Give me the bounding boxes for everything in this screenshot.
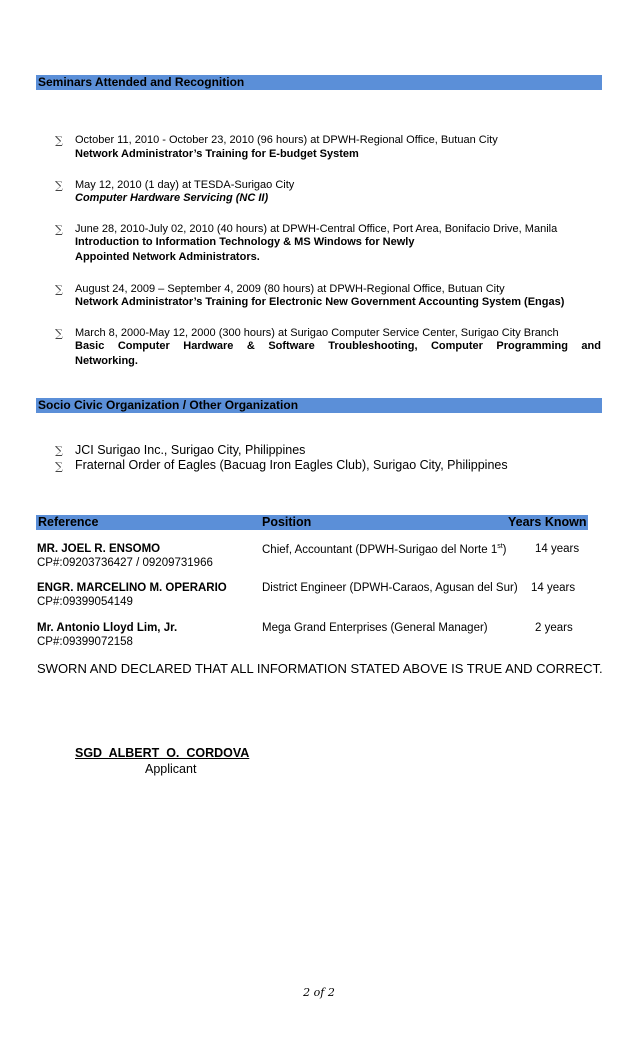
signature-name: SGD ALBERT O. CORDOVA: [75, 746, 250, 760]
seminar-3-title-cont: Appointed Network Administrators.: [75, 251, 260, 263]
seminar-3-title: Introduction to Information Technology & MS Windows for Newly: [75, 236, 415, 248]
reference-contact: CP#:09203736427 / 09209731966: [37, 557, 213, 569]
seminar-2-date: May 12, 2010 (1 day) at TESDA-Surigao City: [75, 179, 295, 191]
reference-name: Mr. Antonio Lloyd Lim, Jr.: [37, 622, 178, 634]
organization-item: Fraternal Order of Eagles (Bacuag Iron Eagles Club), Surigao City, Philippines: [75, 458, 508, 472]
seminar-1-title: Network Administrator’s Training for E-budget System: [75, 148, 359, 160]
bullet-icon: ∑: [55, 460, 63, 473]
bullet-icon: ∑: [55, 134, 63, 147]
reference-years: 2 years: [535, 622, 573, 634]
reference-contact: CP#:09399072158: [37, 636, 133, 648]
organization-item: JCI Surigao Inc., Surigao City, Philippines: [75, 443, 306, 457]
seminar-5-title-cont: Networking.: [75, 355, 138, 367]
reference-position: Chief, Accountant (DPWH-Surigao del Norte 1st): [262, 543, 507, 556]
seminar-4-title: Network Administrator’s Training for Electronic New Government Accounting System (Engas): [75, 296, 565, 308]
seminar-4-date: August 24, 2009 – September 4, 2009 (80 hours) at DPWH-Regional Office, Butuan City: [75, 283, 505, 295]
bullet-icon: ∑: [55, 283, 63, 296]
bullet-icon: ∑: [55, 444, 63, 457]
reference-years: 14 years: [535, 543, 580, 555]
signature-role: Applicant: [145, 762, 197, 776]
reference-position: District Engineer (DPWH-Caraos, Agusan del Sur): [262, 582, 518, 594]
reference-name: ENGR. MARCELINO M. OPERARIO: [37, 582, 227, 594]
bullet-icon: ∑: [55, 179, 63, 192]
seminar-5-date: March 8, 2000-May 12, 2000 (300 hours) at Surigao Computer Service Center, Surigao City Branch: [75, 327, 559, 339]
declaration-statement: SWORN AND DECLARED THAT ALL INFORMATION STATED ABOVE IS TRUE AND CORRECT.: [37, 661, 603, 676]
organizations-heading: Socio Civic Organization / Other Organization: [36, 398, 602, 413]
page-number: 2 of 2: [303, 986, 335, 999]
seminars-heading: Seminars Attended and Recognition: [36, 75, 602, 90]
seminar-5-title: Basic Computer Hardware & Software Troubleshooting, Computer Programming and: [75, 340, 601, 352]
reference-name: MR. JOEL R. ENSOMO: [37, 543, 161, 555]
reference-years: 14 years: [531, 582, 576, 594]
references-header: [36, 515, 588, 530]
seminar-1-date: October 11, 2010 - October 23, 2010 (96 hours) at DPWH-Regional Office, Butuan City: [75, 134, 498, 146]
header-years-known: Years Known: [508, 515, 587, 529]
reference-contact: CP#:09399054149: [37, 596, 133, 608]
header-position: Position: [262, 515, 312, 529]
reference-position: Mega Grand Enterprises (General Manager): [262, 622, 488, 634]
seminar-3-date: June 28, 2010-July 02, 2010 (40 hours) at DPWH-Central Office, Port Area, Bonifacio Drive, Manila: [75, 223, 558, 235]
seminar-2-title: Computer Hardware Servicing (NC II): [75, 192, 269, 204]
bullet-icon: ∑: [55, 223, 63, 236]
bullet-icon: ∑: [55, 327, 63, 340]
header-reference: Reference: [38, 515, 99, 529]
